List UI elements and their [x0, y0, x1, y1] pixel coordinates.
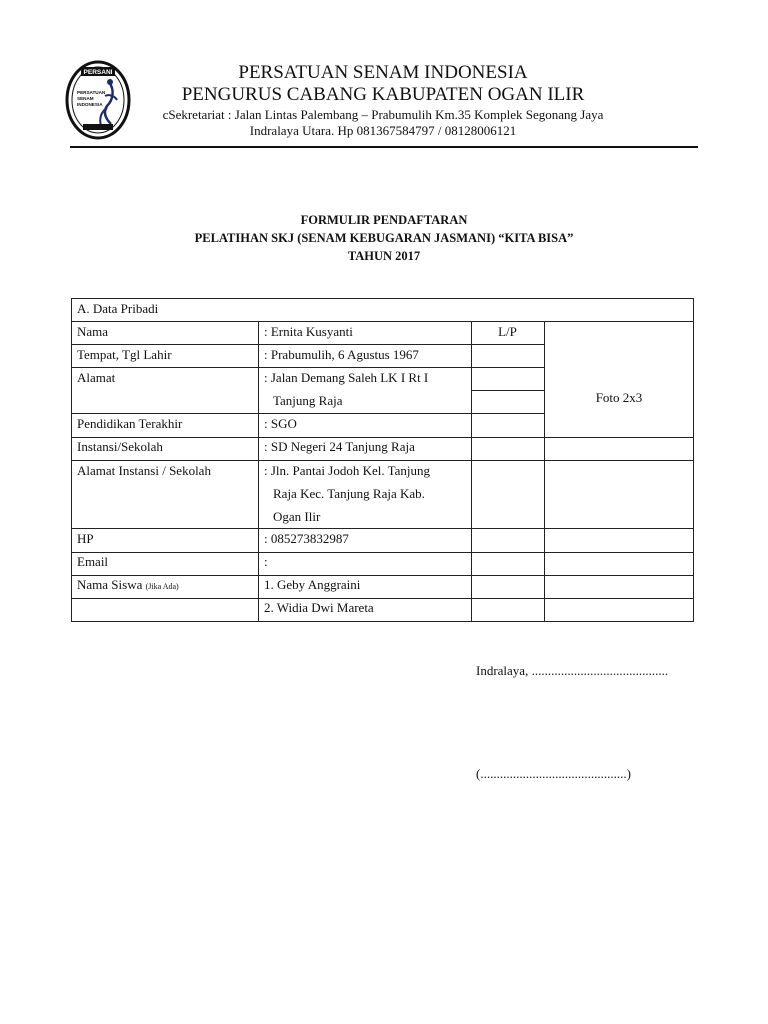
- value-siswa-1: 1. Geby Anggraini: [264, 577, 361, 592]
- table-row-line: [71, 575, 694, 576]
- form-year: TAHUN 2017: [347, 249, 421, 263]
- table-row-line: [71, 552, 694, 553]
- table-row-line: [71, 598, 694, 599]
- value-alamat-instansi-2: Raja Kec. Tanjung Raja Kab.: [273, 486, 425, 501]
- org-name: PERSATUAN SENAM INDONESIA: [238, 62, 528, 83]
- value-pendidikan: : SGO: [264, 416, 297, 431]
- value-siswa-2: 2. Widia Dwi Mareta: [264, 600, 374, 615]
- value-hp: : 085273832987: [264, 531, 349, 546]
- logo-side-text: PERSATUAN SENAM INDONESIA: [77, 90, 106, 107]
- form-title: FORMULIR PENDAFTARAN: [300, 213, 468, 227]
- value-email: :: [264, 554, 268, 569]
- label-email: Email: [77, 554, 109, 569]
- label-nama: Nama: [77, 324, 109, 339]
- table-border-top: [71, 298, 694, 299]
- table-border-right: [693, 298, 694, 622]
- branch-name: PENGURUS CABANG KABUPATEN OGAN ILIR: [181, 84, 585, 105]
- value-nama: : Ernita Kusyanti: [264, 324, 353, 339]
- address-line-2: Indralaya Utara. Hp 081367584797 / 08128006121: [249, 123, 517, 138]
- table-row-line: [71, 321, 694, 322]
- label-pendidikan: Pendidikan Terakhir: [77, 416, 183, 431]
- persani-logo: [65, 60, 131, 140]
- label-nama-siswa-note: (Jika Ada): [145, 582, 179, 591]
- label-ttl: Tempat, Tgl Lahir: [77, 347, 172, 362]
- svg-text:PERSANI: PERSANI: [83, 69, 113, 76]
- table-row-line: [71, 413, 544, 414]
- photo-placeholder: Foto 2x3: [595, 390, 643, 405]
- label-alamat-instansi: Alamat Instansi / Sekolah: [77, 463, 211, 478]
- table-col-line: [471, 321, 472, 622]
- signature-line: (.............................................): [476, 766, 631, 781]
- table-border-bottom: [71, 621, 694, 622]
- table-row-line: [471, 390, 544, 391]
- form-subtitle: PELATIHAN SKJ (SENAM KEBUGARAN JASMANI) “KITA BISA”: [194, 231, 574, 245]
- label-nama-siswa: [77, 577, 179, 595]
- label-instansi: Instansi/Sekolah: [77, 439, 163, 454]
- lp-header: L/P: [498, 324, 517, 339]
- table-col-line: [544, 321, 545, 622]
- table-border-left: [71, 298, 72, 622]
- value-instansi: : SD Negeri 24 Tanjung Raja: [264, 439, 415, 454]
- value-alamat-instansi-3: Ogan Ilir: [273, 509, 321, 524]
- place-date-line: Indralaya, ..........................................: [476, 663, 669, 678]
- value-alamat-2: Tanjung Raja: [273, 393, 343, 408]
- label-nama-siswa-text: Nama Siswa: [77, 577, 143, 592]
- table-row-line: [71, 460, 694, 461]
- label-hp: HP: [77, 531, 94, 546]
- letterhead-divider: [70, 146, 698, 148]
- value-ttl: : Prabumulih, 6 Agustus 1967: [264, 347, 419, 362]
- label-alamat: Alamat: [77, 370, 116, 385]
- table-row-line: [71, 528, 694, 529]
- section-title: A. Data Pribadi: [77, 301, 159, 316]
- table-col-line: [258, 321, 259, 622]
- value-alamat-instansi-1: : Jln. Pantai Jodoh Kel. Tanjung: [264, 463, 431, 478]
- personal-data-table: [71, 298, 694, 622]
- address-line-1: cSekretariat : Jalan Lintas Palembang – Prabumulih Km.35 Komplek Segonang Jaya: [162, 107, 604, 122]
- table-row-line: [71, 437, 694, 438]
- value-alamat-1: : Jalan Demang Saleh LK I Rt I: [264, 370, 429, 385]
- table-row-line: [71, 367, 544, 368]
- table-row-line: [71, 344, 544, 345]
